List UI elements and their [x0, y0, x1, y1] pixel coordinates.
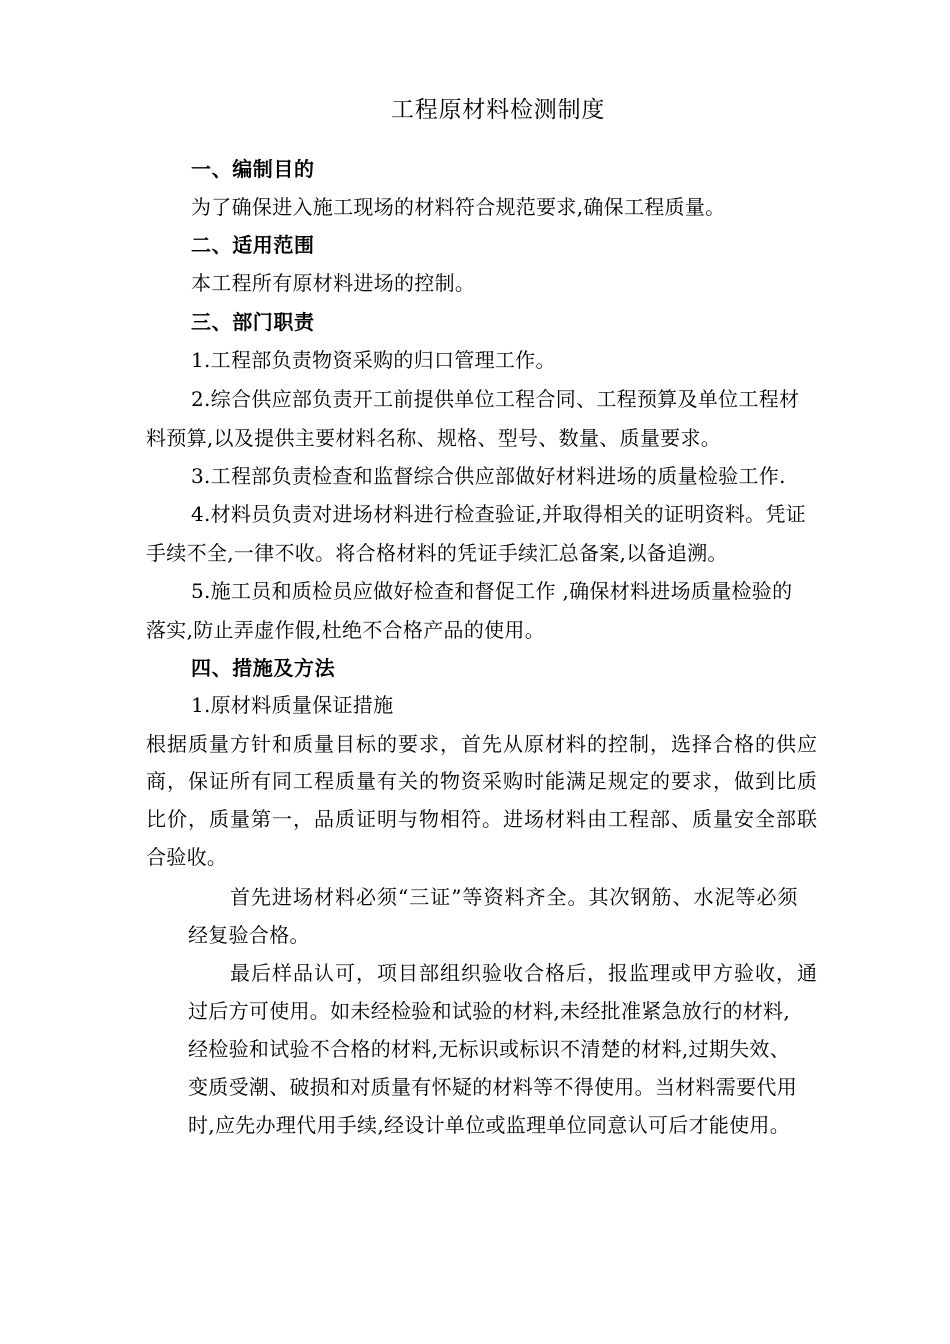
- responsibility-item-4-line-2: 手续不全,一律不收。将合格材料的凭证手续汇总备案,以备追溯。: [146, 541, 728, 565]
- section-heading-purpose: 一、编制目的: [191, 157, 315, 181]
- responsibility-item-4-line-1: 4.材料员负责对进场材料进行检查验证,并取得相关的证明资料。凭证: [191, 502, 807, 526]
- measures-paragraph-3-line-4: 变质受潮、破损和对质量有怀疑的材料等不得使用。当材料需要代用: [188, 1075, 797, 1099]
- section-heading-scope: 二、适用范围: [191, 233, 315, 257]
- measures-paragraph-1-line-4: 合验收。: [146, 845, 228, 869]
- responsibility-item-2-line-1: 2.综合供应部负责开工前提供单位工程合同、工程预算及单位工程材: [191, 387, 800, 411]
- document-title: 工程原材料检测制度: [391, 97, 606, 123]
- responsibility-item-2-line-2: 料预算,以及提供主要材料名称、规格、型号、数量、质量要求。: [146, 426, 722, 450]
- measures-paragraph-3-line-5: 时,应先办理代用手续,经设计单位或监理单位同意认可后才能使用。: [188, 1113, 791, 1137]
- measures-paragraph-2-line-1: 首先进场材料必须“三证”等资料齐全。其次钢筋、水泥等必须: [230, 885, 799, 909]
- responsibility-item-5-line-2: 落实,防止弄虚作假,杜绝不合格产品的使用。: [146, 618, 546, 642]
- section-heading-responsibilities: 三、部门职责: [191, 310, 315, 334]
- section-body-scope: 本工程所有原材料进场的控制。: [191, 271, 476, 295]
- responsibility-item-1: 1.工程部负责物资采购的归口管理工作。: [191, 348, 556, 372]
- section-body-purpose: 为了确保进入施工现场的材料符合规范要求,确保工程质量。: [191, 195, 726, 219]
- measures-paragraph-3-line-3: 经检验和试验不合格的材料,无标识或标识不清楚的材料,过期失效、: [188, 1037, 791, 1061]
- measures-paragraph-2-line-2: 经复验合格。: [188, 923, 310, 947]
- measures-paragraph-1-line-3: 比价，质量第一，品质证明与物相符。进场材料由工程部、质量安全部联: [146, 807, 818, 831]
- measures-paragraph-1-line-1: 根据质量方针和质量目标的要求，首先从原材料的控制，选择合格的供应: [146, 732, 818, 756]
- measures-subheading: 1.原材料质量保证措施: [191, 693, 394, 717]
- section-heading-measures: 四、措施及方法: [191, 656, 336, 680]
- responsibility-item-5-line-1: 5.施工员和质检员应做好检查和督促工作 ,确保材料进场质量检验的: [191, 579, 793, 603]
- measures-paragraph-3-line-2: 过后方可使用。如未经检验和试验的材料,未经批准紧急放行的材料,: [188, 999, 791, 1023]
- responsibility-item-3: 3.工程部负责检查和监督综合供应部做好材料进场的质量检验工作.: [191, 464, 786, 488]
- measures-paragraph-3-line-1: 最后样品认可，项目部组织验收合格后，报监理或甲方验收，通: [230, 961, 818, 985]
- measures-paragraph-1-line-2: 商，保证所有同工程质量有关的物资采购时能满足规定的要求，做到比质: [146, 769, 818, 793]
